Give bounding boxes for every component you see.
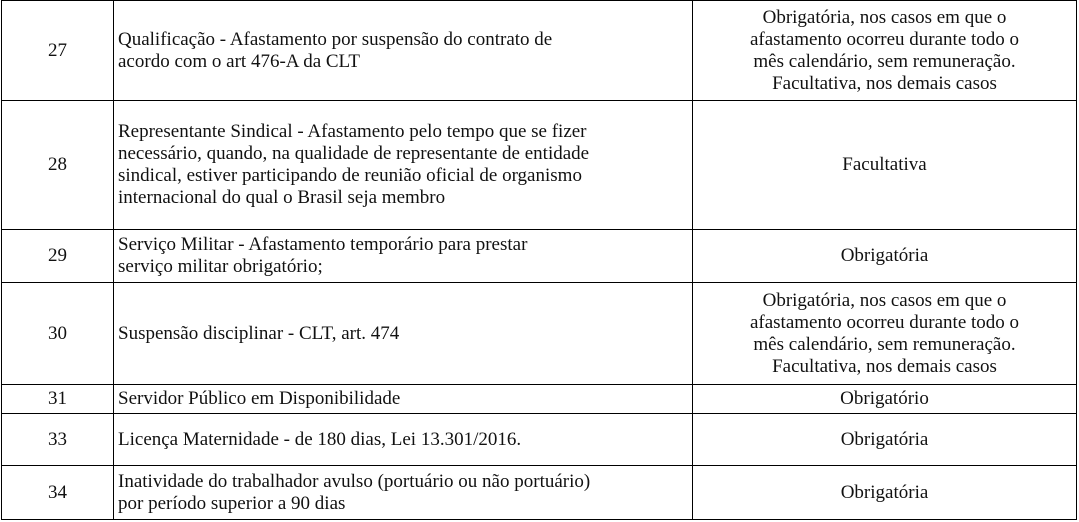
obligation-cell <box>693 414 1077 466</box>
description-line: Qualificação - Afastamento por suspensão do contrato de <box>118 28 553 50</box>
obligation-cell <box>693 1 1077 101</box>
description-cell <box>114 101 693 230</box>
description-cell <box>114 466 693 520</box>
code-cell: 34 <box>2 466 114 520</box>
description-line: Serviço Militar - Afastamento temporário para prestar <box>118 234 528 255</box>
code-cell: 27 <box>2 1 114 101</box>
table-row <box>2 385 1077 414</box>
description-line: sindical, estiver participando de reunião oficial de organismo <box>118 165 582 186</box>
table-row <box>2 414 1077 466</box>
obligation-cell <box>693 101 1077 230</box>
description-cell <box>114 414 693 466</box>
obligation-line: Facultativa, nos demais casos <box>772 355 997 377</box>
obligation-line: Obrigatório <box>840 388 929 409</box>
description-line: acordo com o art 476-A da CLT <box>118 50 361 72</box>
obligation-line: mês calendário, sem remuneração. <box>753 333 1016 355</box>
obligation-cell <box>693 466 1077 520</box>
description-cell <box>114 385 693 414</box>
code-cell: 31 <box>2 385 114 414</box>
description-cell <box>114 230 693 283</box>
obligation-line: Obrigatória, nos casos em que o <box>762 6 1007 28</box>
description-line: Suspensão disciplinar - CLT, art. 474 <box>118 322 400 344</box>
obligation-line: Facultativa <box>842 154 927 175</box>
description-cell <box>114 283 693 385</box>
obligation-line: Obrigatória, nos casos em que o <box>762 289 1007 311</box>
description-line: Inatividade do trabalhador avulso (portuário ou não portuário) <box>118 470 591 492</box>
obligation-line: mês calendário, sem remuneração. <box>753 50 1016 72</box>
description-line: serviço militar obrigatório; <box>118 256 323 277</box>
obligation-line: Obrigatória <box>840 245 929 266</box>
description-cell <box>114 1 693 101</box>
description-line: necessário, quando, na qualidade de representante de entidade <box>118 143 590 164</box>
description-line: Representante Sindical - Afastamento pelo tempo que se fizer <box>118 121 587 142</box>
code-cell: 29 <box>2 230 114 283</box>
obligation-cell <box>693 385 1077 414</box>
description-line: Licença Maternidade - de 180 dias, Lei 13.301/2016. <box>118 428 522 450</box>
description-line: internacional do qual o Brasil seja membro <box>118 187 446 208</box>
obligation-line: Obrigatória <box>840 481 929 503</box>
code-cell: 30 <box>2 283 114 385</box>
obligation-line: Facultativa, nos demais casos <box>772 72 997 94</box>
code-cell: 33 <box>2 414 114 466</box>
description-line: por período superior a 90 dias <box>118 492 346 514</box>
obligation-cell <box>693 230 1077 283</box>
table-row <box>2 101 1077 230</box>
table-row <box>2 1 1077 101</box>
obligation-cell <box>693 283 1077 385</box>
obligation-line: afastamento ocorreu durante todo o <box>749 28 1020 50</box>
description-line: Servidor Público em Disponibilidade <box>118 388 401 409</box>
obligation-line: Obrigatória <box>840 428 929 450</box>
leave-codes-table <box>1 0 1077 520</box>
code-cell: 28 <box>2 101 114 230</box>
table-row <box>2 230 1077 283</box>
table-row <box>2 283 1077 385</box>
obligation-line: afastamento ocorreu durante todo o <box>749 311 1020 333</box>
table-row <box>2 466 1077 520</box>
